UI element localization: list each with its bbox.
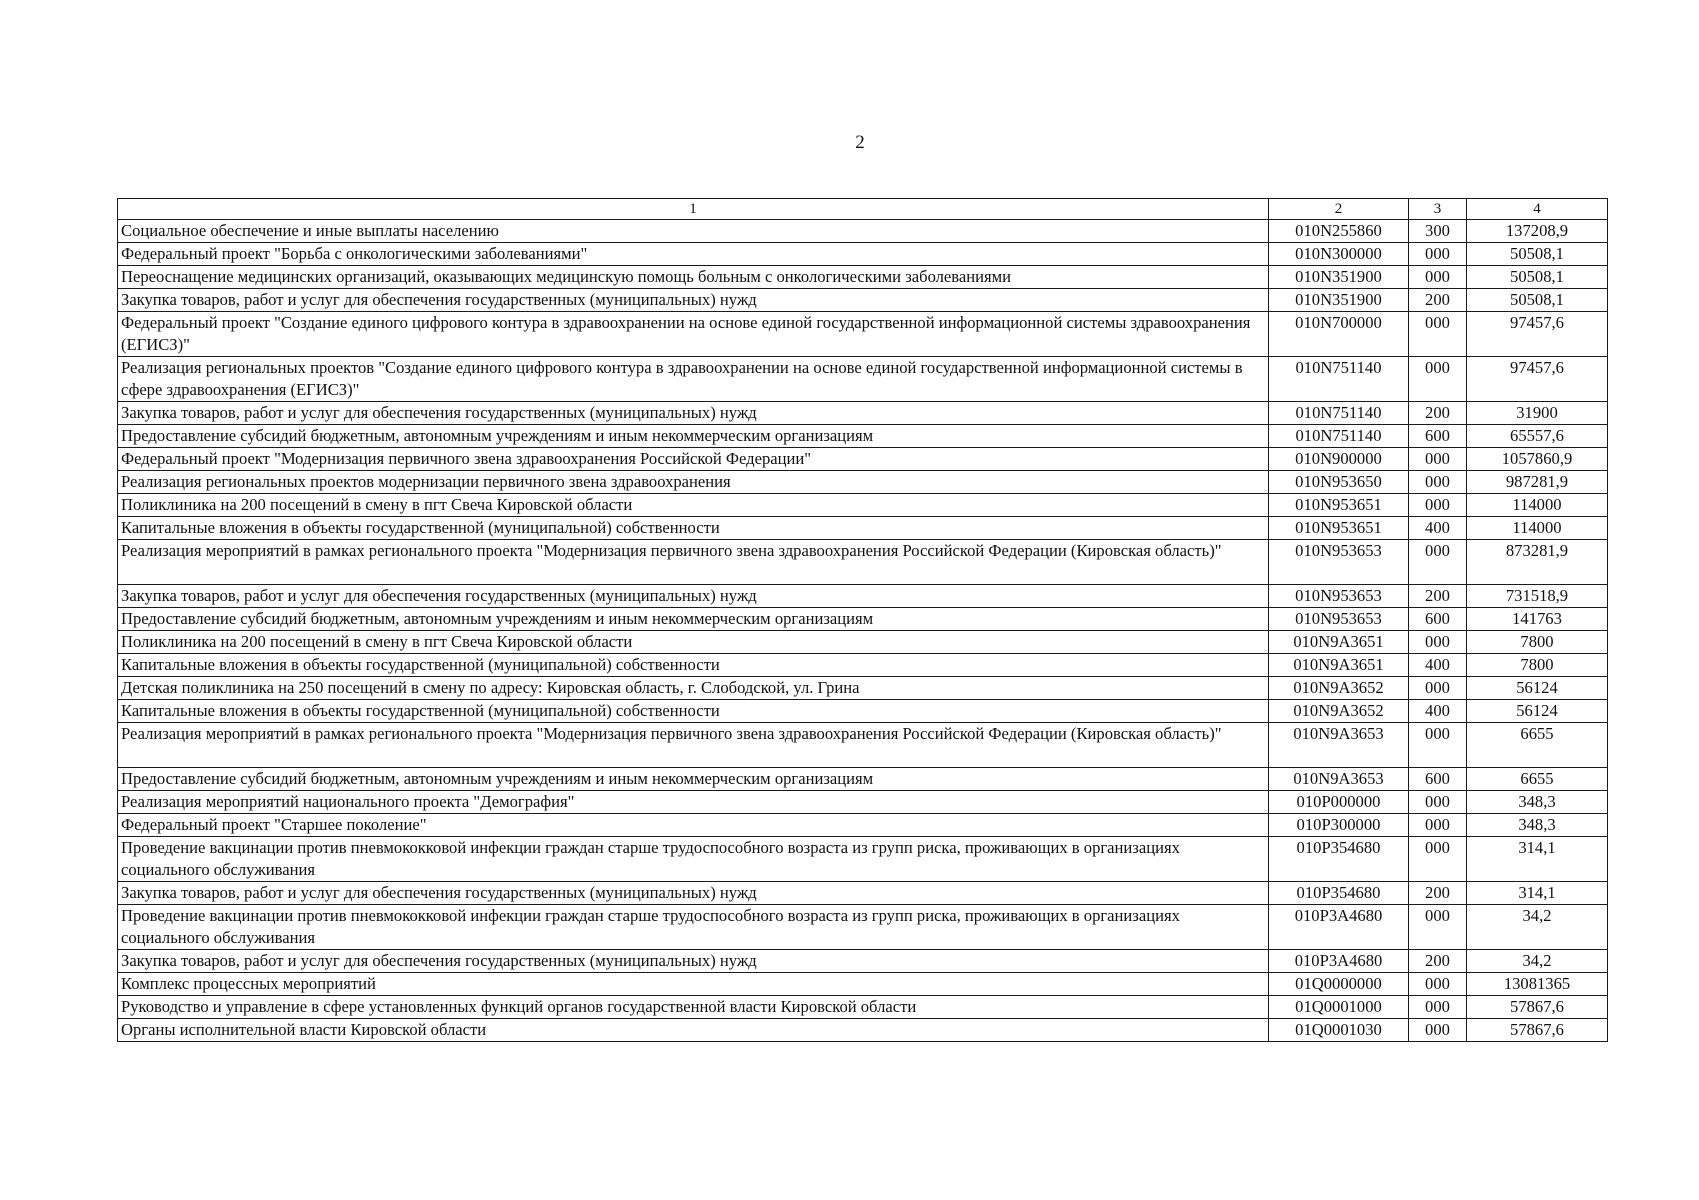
table-row bbox=[118, 540, 1608, 585]
row-kind: 000 bbox=[1409, 1019, 1467, 1042]
table-row bbox=[118, 448, 1608, 471]
table-row bbox=[118, 243, 1608, 266]
row-name: Федеральный проект "Борьба с онкологическими заболеваниями" bbox=[118, 243, 1269, 266]
row-code: 010N9A3653 bbox=[1269, 768, 1409, 791]
row-name: Предоставление субсидий бюджетным, автономным учреждениям и иным некоммерческим организациям bbox=[118, 768, 1269, 791]
row-kind: 000 bbox=[1409, 471, 1467, 494]
row-name: Переоснащение медицинских организаций, оказывающих медицинскую помощь больным с онкологическими заболеваниями bbox=[118, 266, 1269, 289]
table-row bbox=[118, 677, 1608, 700]
row-sum: 56124 bbox=[1467, 700, 1608, 723]
row-kind: 000 bbox=[1409, 631, 1467, 654]
row-code: 010N751140 bbox=[1269, 425, 1409, 448]
header-col-2: 2 bbox=[1269, 199, 1409, 220]
row-kind: 000 bbox=[1409, 973, 1467, 996]
row-sum: 873281,9 bbox=[1467, 540, 1608, 585]
row-code: 010N255860 bbox=[1269, 220, 1409, 243]
row-name: Закупка товаров, работ и услуг для обеспечения государственных (муниципальных) нужд bbox=[118, 289, 1269, 312]
row-kind: 400 bbox=[1409, 700, 1467, 723]
row-sum: 141763 bbox=[1467, 608, 1608, 631]
row-code: 010N953651 bbox=[1269, 494, 1409, 517]
row-code: 010N751140 bbox=[1269, 402, 1409, 425]
row-code: 010N9A3653 bbox=[1269, 723, 1409, 768]
table-row bbox=[118, 402, 1608, 425]
row-code: 01Q0000000 bbox=[1269, 973, 1409, 996]
row-kind: 600 bbox=[1409, 768, 1467, 791]
header-col-1: 1 bbox=[118, 199, 1269, 220]
table-row bbox=[118, 471, 1608, 494]
row-sum: 97457,6 bbox=[1467, 357, 1608, 402]
row-code: 010N900000 bbox=[1269, 448, 1409, 471]
header-col-4: 4 bbox=[1467, 199, 1608, 220]
table-row bbox=[118, 220, 1608, 243]
row-name: Капитальные вложения в объекты государственной (муниципальной) собственности bbox=[118, 517, 1269, 540]
row-code: 01Q0001030 bbox=[1269, 1019, 1409, 1042]
row-code: 010P3A4680 bbox=[1269, 950, 1409, 973]
row-sum: 7800 bbox=[1467, 631, 1608, 654]
table-row bbox=[118, 289, 1608, 312]
table-row bbox=[118, 791, 1608, 814]
row-sum: 56124 bbox=[1467, 677, 1608, 700]
row-name: Реализация региональных проектов модернизации первичного звена здравоохранения bbox=[118, 471, 1269, 494]
row-code: 010N351900 bbox=[1269, 266, 1409, 289]
row-name: Руководство и управление в сфере установленных функций органов государственной власти Кировской области bbox=[118, 996, 1269, 1019]
row-name: Федеральный проект "Модернизация первичного звена здравоохранения Российской Федерации" bbox=[118, 448, 1269, 471]
table-row bbox=[118, 996, 1608, 1019]
row-kind: 000 bbox=[1409, 996, 1467, 1019]
row-code: 010N9A3651 bbox=[1269, 631, 1409, 654]
table-row bbox=[118, 654, 1608, 677]
row-code: 010N9A3652 bbox=[1269, 700, 1409, 723]
row-kind: 000 bbox=[1409, 814, 1467, 837]
table-row bbox=[118, 494, 1608, 517]
row-kind: 000 bbox=[1409, 540, 1467, 585]
row-sum: 31900 bbox=[1467, 402, 1608, 425]
row-sum: 348,3 bbox=[1467, 814, 1608, 837]
table-row bbox=[118, 950, 1608, 973]
row-code: 010P000000 bbox=[1269, 791, 1409, 814]
table-row bbox=[118, 905, 1608, 950]
row-sum: 314,1 bbox=[1467, 837, 1608, 882]
row-code: 010P354680 bbox=[1269, 837, 1409, 882]
row-name: Капитальные вложения в объекты государственной (муниципальной) собственности bbox=[118, 654, 1269, 677]
row-name: Федеральный проект "Создание единого цифрового контура в здравоохранении на основе единой государственной информационной системы здравоохранения (ЕГИСЗ)" bbox=[118, 312, 1269, 357]
row-sum: 987281,9 bbox=[1467, 471, 1608, 494]
table-row bbox=[118, 266, 1608, 289]
table-row bbox=[118, 882, 1608, 905]
row-kind: 000 bbox=[1409, 494, 1467, 517]
row-name: Реализация мероприятий национального проекта "Демография" bbox=[118, 791, 1269, 814]
row-name: Проведение вакцинации против пневмококковой инфекции граждан старше трудоспособного возраста из групп риска, проживающих в организациях социального обслуживания bbox=[118, 837, 1269, 882]
row-name: Социальное обеспечение и иные выплаты населению bbox=[118, 220, 1269, 243]
row-sum: 6655 bbox=[1467, 768, 1608, 791]
row-name: Закупка товаров, работ и услуг для обеспечения государственных (муниципальных) нужд bbox=[118, 950, 1269, 973]
row-name: Детская поликлиника на 250 посещений в смену по адресу: Кировская область, г. Слободской, ул. Грина bbox=[118, 677, 1269, 700]
row-sum: 1057860,9 bbox=[1467, 448, 1608, 471]
row-sum: 57867,6 bbox=[1467, 1019, 1608, 1042]
row-kind: 000 bbox=[1409, 312, 1467, 357]
row-name: Закупка товаров, работ и услуг для обеспечения государственных (муниципальных) нужд bbox=[118, 402, 1269, 425]
row-kind: 000 bbox=[1409, 905, 1467, 950]
table-row bbox=[118, 814, 1608, 837]
row-name: Реализация мероприятий в рамках регионального проекта "Модернизация первичного звена здравоохранения Российской Федерации (Кировская область)" bbox=[118, 540, 1269, 585]
table-row bbox=[118, 312, 1608, 357]
table-row bbox=[118, 357, 1608, 402]
table-row bbox=[118, 768, 1608, 791]
row-sum: 97457,6 bbox=[1467, 312, 1608, 357]
row-kind: 200 bbox=[1409, 585, 1467, 608]
row-kind: 000 bbox=[1409, 266, 1467, 289]
row-sum: 50508,1 bbox=[1467, 243, 1608, 266]
row-name: Поликлиника на 200 посещений в смену в пгт Свеча Кировской области bbox=[118, 631, 1269, 654]
row-sum: 314,1 bbox=[1467, 882, 1608, 905]
row-kind: 200 bbox=[1409, 950, 1467, 973]
row-kind: 600 bbox=[1409, 425, 1467, 448]
row-kind: 600 bbox=[1409, 608, 1467, 631]
row-sum: 34,2 bbox=[1467, 905, 1608, 950]
row-kind: 400 bbox=[1409, 517, 1467, 540]
row-kind: 000 bbox=[1409, 357, 1467, 402]
row-code: 010P354680 bbox=[1269, 882, 1409, 905]
row-name: Реализация мероприятий в рамках регионального проекта "Модернизация первичного звена здравоохранения Российской Федерации (Кировская область)" bbox=[118, 723, 1269, 768]
row-kind: 200 bbox=[1409, 289, 1467, 312]
row-kind: 000 bbox=[1409, 791, 1467, 814]
table-row bbox=[118, 837, 1608, 882]
row-name: Предоставление субсидий бюджетным, автономным учреждениям и иным некоммерческим организациям bbox=[118, 608, 1269, 631]
row-code: 010P3A4680 bbox=[1269, 905, 1409, 950]
row-sum: 65557,6 bbox=[1467, 425, 1608, 448]
row-kind: 300 bbox=[1409, 220, 1467, 243]
row-name: Поликлиника на 200 посещений в смену в пгт Свеча Кировской области bbox=[118, 494, 1269, 517]
row-code: 010N953651 bbox=[1269, 517, 1409, 540]
table-row bbox=[118, 723, 1608, 768]
table-row bbox=[118, 973, 1608, 996]
row-name: Проведение вакцинации против пневмококковой инфекции граждан старше трудоспособного возраста из групп риска, проживающих в организациях социального обслуживания bbox=[118, 905, 1269, 950]
row-code: 010N953650 bbox=[1269, 471, 1409, 494]
row-kind: 400 bbox=[1409, 654, 1467, 677]
table-row bbox=[118, 631, 1608, 654]
header-row bbox=[118, 199, 1608, 220]
budget-table bbox=[117, 198, 1608, 1042]
row-code: 010N351900 bbox=[1269, 289, 1409, 312]
row-code: 01Q0001000 bbox=[1269, 996, 1409, 1019]
row-sum: 731518,9 bbox=[1467, 585, 1608, 608]
row-sum: 6655 bbox=[1467, 723, 1608, 768]
row-name: Реализация региональных проектов "Создание единого цифрового контура в здравоохранении на основе единой государственной информационной системы в сфере здравоохранения (ЕГИСЗ)" bbox=[118, 357, 1269, 402]
row-name: Комплекс процессных мероприятий bbox=[118, 973, 1269, 996]
row-name: Органы исполнительной власти Кировской области bbox=[118, 1019, 1269, 1042]
row-sum: 50508,1 bbox=[1467, 266, 1608, 289]
row-sum: 13081365 bbox=[1467, 973, 1608, 996]
row-kind: 200 bbox=[1409, 402, 1467, 425]
row-kind: 000 bbox=[1409, 723, 1467, 768]
page-number: 2 bbox=[855, 132, 865, 153]
row-kind: 000 bbox=[1409, 448, 1467, 471]
row-sum: 114000 bbox=[1467, 494, 1608, 517]
row-code: 010N9A3651 bbox=[1269, 654, 1409, 677]
row-sum: 348,3 bbox=[1467, 791, 1608, 814]
row-code: 010N300000 bbox=[1269, 243, 1409, 266]
table-row bbox=[118, 585, 1608, 608]
row-sum: 34,2 bbox=[1467, 950, 1608, 973]
row-code: 010N953653 bbox=[1269, 585, 1409, 608]
row-code: 010N953653 bbox=[1269, 540, 1409, 585]
table-row bbox=[118, 608, 1608, 631]
table-row bbox=[118, 700, 1608, 723]
row-sum: 7800 bbox=[1467, 654, 1608, 677]
header-col-3: 3 bbox=[1409, 199, 1467, 220]
row-kind: 000 bbox=[1409, 677, 1467, 700]
row-code: 010N700000 bbox=[1269, 312, 1409, 357]
row-code: 010N751140 bbox=[1269, 357, 1409, 402]
row-sum: 114000 bbox=[1467, 517, 1608, 540]
row-sum: 57867,6 bbox=[1467, 996, 1608, 1019]
row-name: Закупка товаров, работ и услуг для обеспечения государственных (муниципальных) нужд bbox=[118, 882, 1269, 905]
row-code: 010P300000 bbox=[1269, 814, 1409, 837]
row-kind: 000 bbox=[1409, 243, 1467, 266]
row-name: Капитальные вложения в объекты государственной (муниципальной) собственности bbox=[118, 700, 1269, 723]
row-code: 010N9A3652 bbox=[1269, 677, 1409, 700]
table-row bbox=[118, 517, 1608, 540]
table-row bbox=[118, 425, 1608, 448]
row-name: Предоставление субсидий бюджетным, автономным учреждениям и иным некоммерческим организациям bbox=[118, 425, 1269, 448]
row-name: Федеральный проект "Старшее поколение" bbox=[118, 814, 1269, 837]
table-row bbox=[118, 1019, 1608, 1042]
row-name: Закупка товаров, работ и услуг для обеспечения государственных (муниципальных) нужд bbox=[118, 585, 1269, 608]
row-kind: 200 bbox=[1409, 882, 1467, 905]
row-sum: 50508,1 bbox=[1467, 289, 1608, 312]
row-kind: 000 bbox=[1409, 837, 1467, 882]
row-code: 010N953653 bbox=[1269, 608, 1409, 631]
row-sum: 137208,9 bbox=[1467, 220, 1608, 243]
